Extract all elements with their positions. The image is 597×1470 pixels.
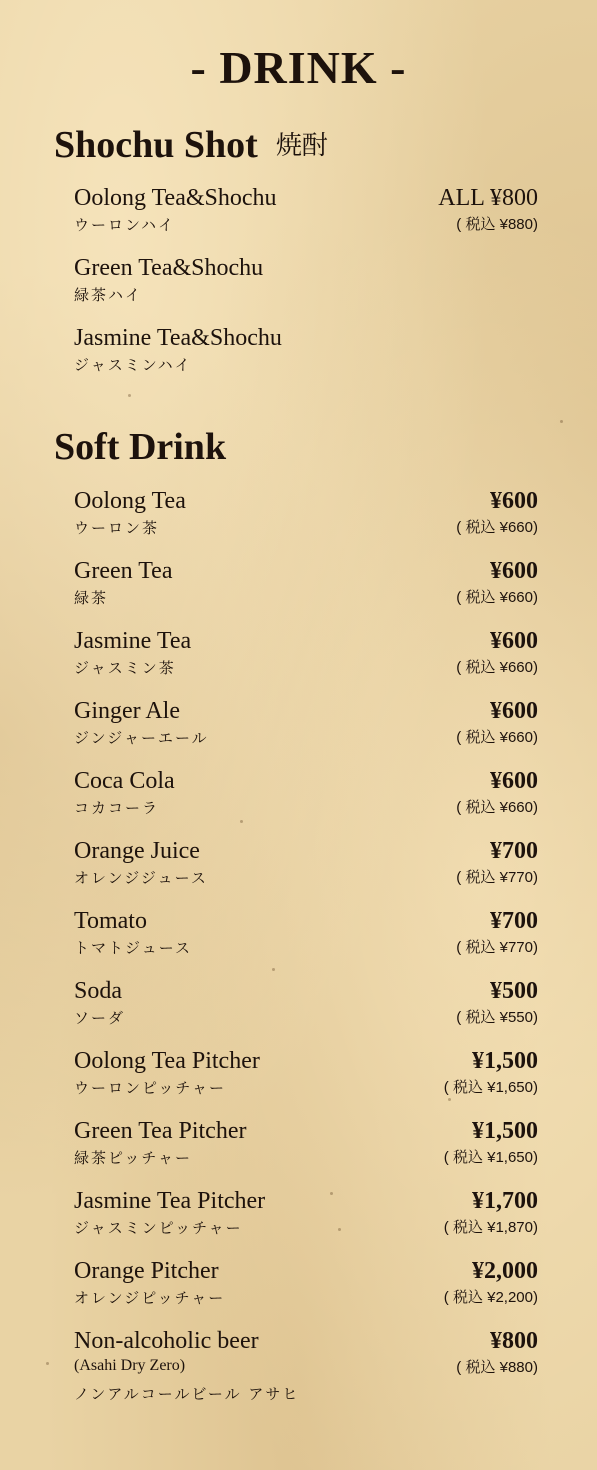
item-price: ¥600 <box>490 628 538 654</box>
paper-speck <box>448 1098 451 1101</box>
item-name: Ginger Ale <box>74 698 180 724</box>
item-kana: 緑茶ハイ <box>74 286 143 304</box>
item-price: ¥600 <box>490 698 538 724</box>
item-name: Tomato <box>74 908 147 934</box>
paper-speck <box>240 820 243 823</box>
paper-speck <box>128 394 131 397</box>
item-subtitle: (Asahi Dry Zero) <box>74 1357 186 1374</box>
item-price: ¥2,000 <box>472 1258 538 1284</box>
page-title: - DRINK - <box>190 42 407 93</box>
paper-speck <box>46 1362 49 1365</box>
paper-speck <box>330 1192 333 1195</box>
item-tax-price: ( 税込 ¥660) <box>456 519 538 536</box>
item-kana: ウーロンハイ <box>74 216 175 234</box>
section-title-shochu-en: Shochu Shot <box>54 124 258 166</box>
item-kana: コカコーラ <box>74 799 160 817</box>
item-kana: ウーロン茶 <box>74 519 160 537</box>
section-title-shochu-jp: 焼酎 <box>275 131 328 161</box>
item-kana: トマトジュース <box>74 939 192 957</box>
item-tax-price: ( 税込 ¥880) <box>456 216 538 233</box>
item-tax-price: ( 税込 ¥2,200) <box>443 1289 538 1306</box>
item-tax-price: ( 税込 ¥660) <box>456 729 538 746</box>
item-kana: オレンジピッチャー <box>74 1289 226 1307</box>
item-name: Coca Cola <box>74 768 175 794</box>
item-tax-price: ( 税込 ¥880) <box>456 1359 538 1376</box>
item-name: Jasmine Tea Pitcher <box>74 1188 266 1214</box>
item-kana: ジャスミン茶 <box>74 659 176 677</box>
item-kana: オレンジジュース <box>74 869 208 887</box>
paper-speck <box>272 968 275 971</box>
item-name: Green Tea&Shochu <box>74 255 264 281</box>
item-name: Green Tea <box>74 558 173 584</box>
item-tax-price: ( 税込 ¥1,650) <box>443 1079 538 1096</box>
item-kana: ジャスミンハイ <box>74 356 192 374</box>
item-price: ¥1,500 <box>472 1048 538 1074</box>
item-price: ¥800 <box>490 1328 538 1354</box>
item-name: Oolong Tea Pitcher <box>74 1048 260 1074</box>
item-kana: ノンアルコールビール アサヒ <box>74 1385 300 1403</box>
item-name: Soda <box>74 978 122 1004</box>
item-price: ¥1,700 <box>472 1188 538 1214</box>
item-tax-price: ( 税込 ¥660) <box>456 659 538 676</box>
item-tax-price: ( 税込 ¥1,870) <box>443 1219 538 1236</box>
item-price: ALL ¥800 <box>438 185 538 211</box>
item-price: ¥500 <box>490 978 538 1004</box>
item-name: Jasmine Tea <box>74 628 192 654</box>
item-tax-price: ( 税込 ¥660) <box>456 589 538 606</box>
section-title-soft-drink: Soft Drink <box>54 426 227 468</box>
item-tax-price: ( 税込 ¥770) <box>456 939 538 956</box>
item-tax-price: ( 税込 ¥550) <box>456 1009 538 1026</box>
item-kana: ジャスミンピッチャー <box>74 1219 243 1237</box>
item-tax-price: ( 税込 ¥1,650) <box>443 1149 538 1166</box>
item-price: ¥600 <box>490 768 538 794</box>
section-title-shochu <box>54 122 328 169</box>
paper-speck <box>560 420 563 423</box>
item-price: ¥600 <box>490 558 538 584</box>
item-kana: ソーダ <box>74 1009 126 1027</box>
item-kana: 緑茶ピッチャー <box>74 1149 192 1167</box>
item-name: Oolong Tea <box>74 488 186 514</box>
item-price: ¥600 <box>490 488 538 514</box>
item-name: Non-alcoholic beer <box>74 1328 259 1354</box>
item-name: Orange Pitcher <box>74 1258 219 1284</box>
item-price: ¥700 <box>490 838 538 864</box>
paper-speck <box>338 1228 341 1231</box>
item-kana: ジンジャーエール <box>74 729 209 747</box>
item-name: Oolong Tea&Shochu <box>74 185 277 211</box>
item-name: Green Tea Pitcher <box>74 1118 247 1144</box>
item-price: ¥1,500 <box>472 1118 538 1144</box>
item-name: Orange Juice <box>74 838 200 864</box>
item-price: ¥700 <box>490 908 538 934</box>
item-tax-price: ( 税込 ¥770) <box>456 869 538 886</box>
item-kana: 緑茶 <box>74 589 109 607</box>
item-tax-price: ( 税込 ¥660) <box>456 799 538 816</box>
item-kana: ウーロンピッチャー <box>74 1079 226 1097</box>
item-name: Jasmine Tea&Shochu <box>74 325 282 351</box>
